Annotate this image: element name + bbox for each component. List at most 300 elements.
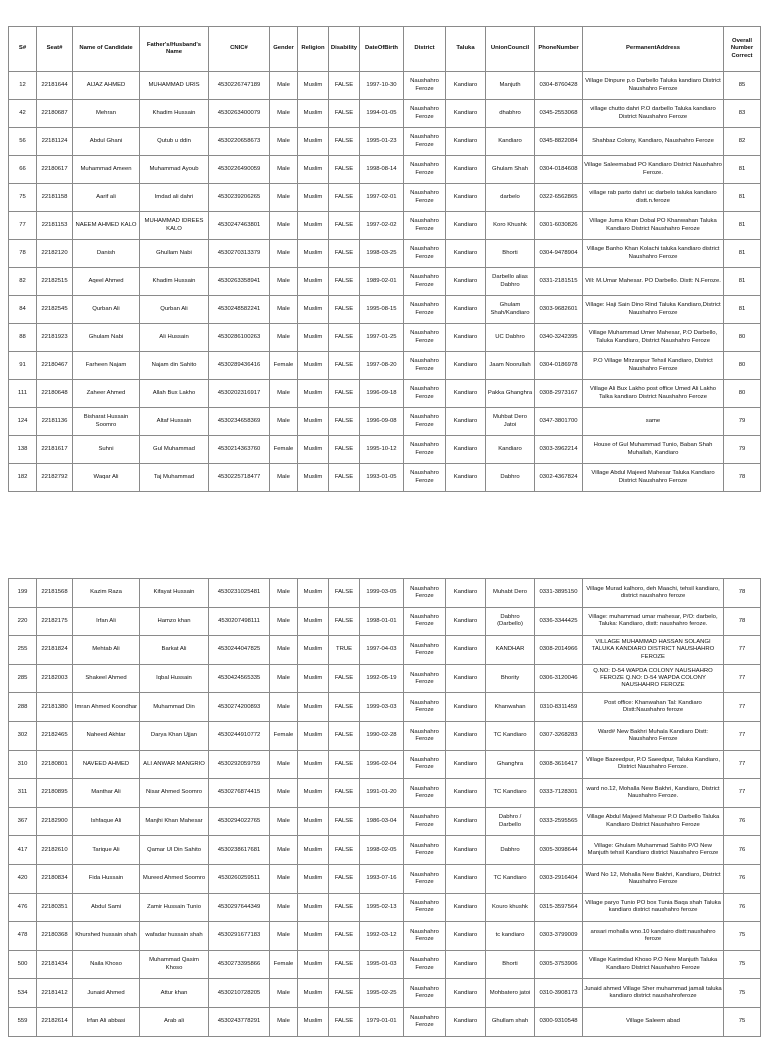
table-cell: 22180687 <box>37 100 73 128</box>
table-cell: 534 <box>9 979 37 1008</box>
table-row <box>9 72 761 100</box>
table-cell: 4530297644349 <box>209 893 270 922</box>
table-cell: 75 <box>9 184 37 212</box>
table-cell: Shakeel Ahmed <box>73 664 140 693</box>
table-cell: Irfan Ali abbasi <box>73 1007 140 1036</box>
table-cell: Muslim <box>298 893 329 922</box>
table-cell: 22181153 <box>37 212 73 240</box>
table-cell: Kandiaro <box>446 779 486 808</box>
table-cell: 22181136 <box>37 408 73 436</box>
table-row <box>9 408 761 436</box>
table-cell: 12 <box>9 72 37 100</box>
table-cell: Aqeel Ahmed <box>73 268 140 296</box>
table-cell: 0333-2595565 <box>535 807 583 836</box>
column-header: Overall Number Correct <box>724 27 761 72</box>
table-row <box>9 664 761 693</box>
table-cell: Female <box>270 950 298 979</box>
table-cell: Village Karimdad Khoso P.O New Manjuth Taluka Kandiaro District Naushahro Feroze <box>583 950 724 979</box>
table-cell: 1996-09-18 <box>360 380 404 408</box>
table-row <box>9 240 761 268</box>
table-cell: 4530226490059 <box>209 156 270 184</box>
table-cell: Post office: Khanwahan Tal: Kandiaro Distt:Naushahro feroze <box>583 693 724 722</box>
table-cell: 0347-3801700 <box>535 408 583 436</box>
table-cell: 22182610 <box>37 836 73 865</box>
column-header: S# <box>9 27 37 72</box>
table-cell: MUHAMMAD IDREES KALO <box>140 212 209 240</box>
table-cell: 22181124 <box>37 128 73 156</box>
table-cell: 1995-08-15 <box>360 296 404 324</box>
table-cell: Muslim <box>298 184 329 212</box>
table-cell: House of Gul Muhammad Tunio, Baban Shah Muhallah, Kandiaro <box>583 436 724 464</box>
table-cell: Naushahro Feroze <box>404 664 446 693</box>
table-cell: Danish <box>73 240 140 268</box>
table-cell: 0303-2916404 <box>535 864 583 893</box>
table-cell: Muhammad Ameen <box>73 156 140 184</box>
table-cell: 77 <box>724 636 761 665</box>
table-cell: village rab parto dahri uc darbelo taluka kandiaro distt.n.feroze <box>583 184 724 212</box>
table-cell: Khanwahan <box>486 693 535 722</box>
table-cell: Kandiaro <box>446 156 486 184</box>
table-cell: FALSE <box>329 212 360 240</box>
table-cell: Male <box>270 836 298 865</box>
table-row <box>9 922 761 951</box>
table-cell: Muslim <box>298 864 329 893</box>
table-cell: Male <box>270 212 298 240</box>
table-cell: Farheen Najam <box>73 352 140 380</box>
table-cell: 1999-03-05 <box>360 579 404 608</box>
table-cell: 0301-6030826 <box>535 212 583 240</box>
table-cell: Ghulam Shah <box>486 156 535 184</box>
table-cell: 559 <box>9 1007 37 1036</box>
table-cell: 4530424565335 <box>209 664 270 693</box>
table-cell: Muslim <box>298 636 329 665</box>
column-header: PhoneNumber <box>535 27 583 72</box>
table-cell: Nisar Ahmed Soomro <box>140 779 209 808</box>
table-cell: Taj Muhammad <box>140 464 209 492</box>
table-cell: Naushahro Feroze <box>404 779 446 808</box>
table-cell: 4530276874415 <box>209 779 270 808</box>
table-cell: UC Dabhro <box>486 324 535 352</box>
table-cell: 0308-3616417 <box>535 750 583 779</box>
table-cell: 124 <box>9 408 37 436</box>
table-cell: 22180617 <box>37 156 73 184</box>
table-cell: Muslim <box>298 72 329 100</box>
table-cell: 0302-4367824 <box>535 464 583 492</box>
table-cell: 80 <box>724 324 761 352</box>
table-header <box>9 27 761 72</box>
table-cell: 4530231025481 <box>209 579 270 608</box>
table-cell: Kandiaro <box>446 100 486 128</box>
table-cell: 1996-02-04 <box>360 750 404 779</box>
table-cell: 77 <box>724 721 761 750</box>
table-cell: Kandiaro <box>446 380 486 408</box>
table-cell: FALSE <box>329 408 360 436</box>
table-cell: 22181617 <box>37 436 73 464</box>
table-cell: Muslim <box>298 212 329 240</box>
table-cell: Male <box>270 607 298 636</box>
table-cell: Dabhro <box>486 464 535 492</box>
table-cell: 22182792 <box>37 464 73 492</box>
table-cell: Kandiaro <box>446 607 486 636</box>
table-cell: Qurban Ali <box>73 296 140 324</box>
table-cell: 0345-2553068 <box>535 100 583 128</box>
table-cell: Village Abdul Majeed Mahesar P.O Darbello Taluka Kandiaro District Naushahro Feroze <box>583 807 724 836</box>
table-cell: 302 <box>9 721 37 750</box>
table-cell: 1996-09-08 <box>360 408 404 436</box>
column-header: Seat# <box>37 27 73 72</box>
table-cell: Kouro khushk <box>486 893 535 922</box>
table-cell: FALSE <box>329 1007 360 1036</box>
table-cell: Male <box>270 324 298 352</box>
table-cell: same <box>583 408 724 436</box>
table-cell: 0304-9478904 <box>535 240 583 268</box>
table-cell: Kandiaro <box>486 436 535 464</box>
table-cell: Kandiaro <box>446 184 486 212</box>
table-cell: 4530286100263 <box>209 324 270 352</box>
column-header: Father's/Husband's Name <box>140 27 209 72</box>
table-cell: 4530244910772 <box>209 721 270 750</box>
table-cell: Suhni <box>73 436 140 464</box>
table-cell: Kandiaro <box>446 128 486 156</box>
table-cell: FALSE <box>329 664 360 693</box>
table-cell: 288 <box>9 693 37 722</box>
table-cell: 78 <box>724 464 761 492</box>
table-cell: Kandiaro <box>446 950 486 979</box>
table-cell: Village Murad kalhoro, deh Maachi, tehsil kandiaro, district naushahro feroze <box>583 579 724 608</box>
table-cell: 1993-07-16 <box>360 864 404 893</box>
table-cell: 1997-02-01 <box>360 184 404 212</box>
table-cell: FALSE <box>329 579 360 608</box>
table-cell: 0303-3962214 <box>535 436 583 464</box>
table-cell: 1992-05-19 <box>360 664 404 693</box>
table-cell: FALSE <box>329 184 360 212</box>
table-cell: Khadim Hussain <box>140 100 209 128</box>
table-row <box>9 779 761 808</box>
table-cell: Village: Haji Sain Dino Rind Taluka Kandiaro,District Naushahro Feroze <box>583 296 724 324</box>
table-cell: Naushahro Feroze <box>404 607 446 636</box>
table-cell: FALSE <box>329 922 360 951</box>
table-cell: 22181824 <box>37 636 73 665</box>
table-cell: 56 <box>9 128 37 156</box>
table-cell: Muslim <box>298 1007 329 1036</box>
table-cell: Female <box>270 721 298 750</box>
table-cell: Kandiaro <box>446 72 486 100</box>
table-cell: MUHAMMAD URIS <box>140 72 209 100</box>
table-cell: 0307-3268283 <box>535 721 583 750</box>
table-cell: Muslim <box>298 579 329 608</box>
table-cell: NAEEM AHMED KALO <box>73 212 140 240</box>
table-cell: Ishfaque Ali <box>73 807 140 836</box>
table-cell: FALSE <box>329 779 360 808</box>
table-cell: 22182900 <box>37 807 73 836</box>
table-row <box>9 324 761 352</box>
table-cell: Naushahro Feroze <box>404 72 446 100</box>
table-cell: Fida Hussain <box>73 864 140 893</box>
table-cell: Mehran <box>73 100 140 128</box>
table-cell: 4530289436416 <box>209 352 270 380</box>
table-cell: 311 <box>9 779 37 808</box>
table-cell: 220 <box>9 607 37 636</box>
table-cell: 0345-8822084 <box>535 128 583 156</box>
table-cell: FALSE <box>329 352 360 380</box>
table-cell: 22182614 <box>37 1007 73 1036</box>
table-cell: 80 <box>724 380 761 408</box>
table-cell: Naushahro Feroze <box>404 296 446 324</box>
table-cell: 22180467 <box>37 352 73 380</box>
table-cell: 4530234658369 <box>209 408 270 436</box>
table-cell: Muslim <box>298 296 329 324</box>
table-cell: Male <box>270 693 298 722</box>
table-cell: 285 <box>9 664 37 693</box>
table-cell: Muslim <box>298 693 329 722</box>
table-row <box>9 750 761 779</box>
table-cell: 0304-8760428 <box>535 72 583 100</box>
table-cell: Kandiaro <box>446 352 486 380</box>
table-cell: 22182003 <box>37 664 73 693</box>
table-cell: 78 <box>724 607 761 636</box>
table-cell: 1993-01-05 <box>360 464 404 492</box>
table-cell: Female <box>270 352 298 380</box>
table-cell: Kandiaro <box>446 864 486 893</box>
table-cell: Muslim <box>298 268 329 296</box>
table-cell: Koro Khushk <box>486 212 535 240</box>
table-cell: Muslim <box>298 408 329 436</box>
table-cell: Arab ali <box>140 1007 209 1036</box>
table-cell: 111 <box>9 380 37 408</box>
table-cell: Waqar Ali <box>73 464 140 492</box>
table-cell: 417 <box>9 836 37 865</box>
table-cell: Jaam Noorullah <box>486 352 535 380</box>
table-cell: 0331-2181515 <box>535 268 583 296</box>
table-cell: Shahbaz Colony, Kandiaro, Naushahro Feroze <box>583 128 724 156</box>
table-cell: 77 <box>724 664 761 693</box>
table-cell: tc kandiaro <box>486 922 535 951</box>
table-cell: 255 <box>9 636 37 665</box>
table-cell: Ghullam Nabi <box>140 240 209 268</box>
table-cell: 0331-3895150 <box>535 579 583 608</box>
table-cell: Qutub u ddin <box>140 128 209 156</box>
table-cell: FALSE <box>329 979 360 1008</box>
table-cell: 82 <box>724 128 761 156</box>
table-cell: Muhbat Dero Jatoi <box>486 408 535 436</box>
table-cell: Male <box>270 664 298 693</box>
table-cell: Village Saleemabad PO Kandiaro District Naushahro Feroze. <box>583 156 724 184</box>
table-cell: 1994-01-05 <box>360 100 404 128</box>
table-cell: 1995-10-12 <box>360 436 404 464</box>
table-cell: Kandiaro <box>446 579 486 608</box>
table-cell: Kandiaro <box>446 268 486 296</box>
table-cell: FALSE <box>329 324 360 352</box>
table-cell: 1997-01-25 <box>360 324 404 352</box>
table-cell: Imran Ahmed Koondhar <box>73 693 140 722</box>
table-row <box>9 607 761 636</box>
table-cell: 0315-3597564 <box>535 893 583 922</box>
table-cell: Kandiaro <box>486 128 535 156</box>
table-cell: Altaf Hussain <box>140 408 209 436</box>
table-cell: Naheed Akhtar <box>73 721 140 750</box>
table-cell: KANDHAR <box>486 636 535 665</box>
table-cell: 75 <box>724 1007 761 1036</box>
table-cell: 81 <box>724 156 761 184</box>
table-cell: FALSE <box>329 72 360 100</box>
table-cell: Muslim <box>298 100 329 128</box>
table-cell: Village Ali Bux Lakho post office Umed Ali Lakho Talka kandiaro District Naushahro Feroze <box>583 380 724 408</box>
table-cell: 4530202316917 <box>209 380 270 408</box>
table-cell: Muslim <box>298 664 329 693</box>
table-cell: 1995-01-03 <box>360 950 404 979</box>
table-cell: 1998-03-25 <box>360 240 404 268</box>
table-cell: 4530226747189 <box>209 72 270 100</box>
table-cell: Naushahro Feroze <box>404 693 446 722</box>
table-cell: 1995-01-23 <box>360 128 404 156</box>
table-cell: Hamzo khan <box>140 607 209 636</box>
table-cell: Kandiaro <box>446 807 486 836</box>
column-header: UnionCouncil <box>486 27 535 72</box>
table-cell: Naushahro Feroze <box>404 268 446 296</box>
table-cell: 1997-04-03 <box>360 636 404 665</box>
table-cell: 22180895 <box>37 779 73 808</box>
table-cell: Bisharat Hussain Soomro <box>73 408 140 436</box>
table-cell: 1998-01-01 <box>360 607 404 636</box>
table-cell: Naushahro Feroze <box>404 636 446 665</box>
table-cell: 4530291677183 <box>209 922 270 951</box>
table-cell: Qamar Ul Din Sahito <box>140 836 209 865</box>
table-cell: Muslim <box>298 240 329 268</box>
table-cell: Aarif ali <box>73 184 140 212</box>
table-cell: 75 <box>724 922 761 951</box>
table-cell: FALSE <box>329 950 360 979</box>
table-cell: Muhammad Din <box>140 693 209 722</box>
table-cell: 22181158 <box>37 184 73 212</box>
table-cell: 22182545 <box>37 296 73 324</box>
table-cell: Muslim <box>298 807 329 836</box>
table-cell: 420 <box>9 864 37 893</box>
table-cell: Kandiaro <box>446 721 486 750</box>
table-cell: Village Dinpure p.o Darbello Taluka kandiaro District Naushahro Feroze <box>583 72 724 100</box>
table-cell: Naila Khoso <box>73 950 140 979</box>
table-cell: Barkat Ali <box>140 636 209 665</box>
table-cell: 0310-8311459 <box>535 693 583 722</box>
table-cell: 75 <box>724 979 761 1008</box>
table-cell: Najam din Sahito <box>140 352 209 380</box>
table-cell: Khadim Hussain <box>140 268 209 296</box>
table-cell: Muslim <box>298 721 329 750</box>
table-cell: 4530248582241 <box>209 296 270 324</box>
table-cell: Village Muhammad Umer Mahesar, P.O Darbello, Taluka Kandiaro, District Naushahro Feroze <box>583 324 724 352</box>
table-cell: 77 <box>724 779 761 808</box>
table-cell: Iqbal Hussain <box>140 664 209 693</box>
table-cell: Naushahro Feroze <box>404 750 446 779</box>
table-cell: Kandiaro <box>446 893 486 922</box>
table-cell: 22182120 <box>37 240 73 268</box>
table-cell: Kandiaro <box>446 464 486 492</box>
table-cell: Mureed Ahmed Soomro <box>140 864 209 893</box>
table-row <box>9 864 761 893</box>
table-cell: ansari mohalla wno.10 kandairo distt:naushahro feroze <box>583 922 724 951</box>
table-cell: Naushahro Feroze <box>404 807 446 836</box>
table-cell: Manjuth <box>486 72 535 100</box>
table-cell: Male <box>270 100 298 128</box>
table-cell: Naushahro Feroze <box>404 893 446 922</box>
table-cell: 0303-9682601 <box>535 296 583 324</box>
table-cell: 22180648 <box>37 380 73 408</box>
table-row <box>9 128 761 156</box>
table-cell: 1979-01-01 <box>360 1007 404 1036</box>
table-cell: Naushahro Feroze <box>404 100 446 128</box>
table-cell: Darbello alias Dabhro <box>486 268 535 296</box>
table-cell: Dabhro / Darbello <box>486 807 535 836</box>
table-cell: Male <box>270 72 298 100</box>
table-row <box>9 352 761 380</box>
table-cell: Qurban Ali <box>140 296 209 324</box>
table-cell: Village Banho Khan Kolachi taluka kandiaro district Naushahro Feroze <box>583 240 724 268</box>
table-cell: Kandiaro <box>446 1007 486 1036</box>
table-cell: 478 <box>9 922 37 951</box>
table-cell: 1997-02-02 <box>360 212 404 240</box>
table-cell: 4530214363760 <box>209 436 270 464</box>
table-cell: Kandiaro <box>446 664 486 693</box>
table-cell: Village: Ghulam Muhammad Sahito P/O New Manjuth tehsil Kandiaro district Naushahro Feroze <box>583 836 724 865</box>
table-cell: Muslim <box>298 156 329 184</box>
table-cell: 81 <box>724 212 761 240</box>
table-cell: 0305-3753906 <box>535 950 583 979</box>
table-cell: Q.NO: D-54 WAPDA COLONY NAUSHAHRO FEROZE Q.NO: D-54 WAPDA COLONY NAUSHAHRO FEROZE <box>583 664 724 693</box>
table-cell: 0336-3344425 <box>535 607 583 636</box>
table-cell: Female <box>270 436 298 464</box>
table-cell: Kandiaro <box>446 212 486 240</box>
table-cell: 4530239206265 <box>209 184 270 212</box>
table-cell: Irfan Ali <box>73 607 140 636</box>
table-cell: 82 <box>9 268 37 296</box>
table-cell: 22181434 <box>37 950 73 979</box>
table-cell: Male <box>270 464 298 492</box>
table-row <box>9 893 761 922</box>
table-cell: 22180834 <box>37 864 73 893</box>
table-cell: Male <box>270 380 298 408</box>
table-cell: 0304-0184608 <box>535 156 583 184</box>
table-cell: Dabhro (Darbello) <box>486 607 535 636</box>
table-cell: VILLAGE MUHAMMAD HASSAN SOLANGI TALUKA KANDIARO DISTRICT NAUSHAHRO FEROZE <box>583 636 724 665</box>
table-cell: Naushahro Feroze <box>404 352 446 380</box>
table-cell: 1998-08-14 <box>360 156 404 184</box>
table-cell: ward no.12, Mohalla New Bakhri, Kandiaro, District Naushahro Feroze. <box>583 779 724 808</box>
table-cell: TC Kandiaro <box>486 864 535 893</box>
table-cell: 1990-02-28 <box>360 721 404 750</box>
table-cell: TRUE <box>329 636 360 665</box>
table-cell: 4530210728205 <box>209 979 270 1008</box>
table-cell: 81 <box>724 268 761 296</box>
table-cell: Kandiaro <box>446 436 486 464</box>
table-cell: 77 <box>724 750 761 779</box>
table-cell: Dabhro <box>486 836 535 865</box>
table-cell: Male <box>270 156 298 184</box>
table-cell: FALSE <box>329 607 360 636</box>
table-cell: 81 <box>724 240 761 268</box>
table-cell: 4530263358941 <box>209 268 270 296</box>
table-cell: 0303-3799009 <box>535 922 583 951</box>
table-cell: Zaheer Ahmed <box>73 380 140 408</box>
table-cell: Naushahro Feroze <box>404 184 446 212</box>
table-cell: FALSE <box>329 721 360 750</box>
table-cell: Village Bazeedpur, P.O Saeedpur, Taluka Kandiaro, District Naushahro Feroze. <box>583 750 724 779</box>
table-cell: FALSE <box>329 893 360 922</box>
table-cell: 4530247463801 <box>209 212 270 240</box>
table-cell: FALSE <box>329 836 360 865</box>
table-cell: Village Juma Khan Dobal PO Khanwahan Taluka Kandiaro District Naushahro Feroze <box>583 212 724 240</box>
table-cell: Village Saleem abad <box>583 1007 724 1036</box>
table-cell: Naushahro Feroze <box>404 156 446 184</box>
table-cell: Manthar Ali <box>73 779 140 808</box>
